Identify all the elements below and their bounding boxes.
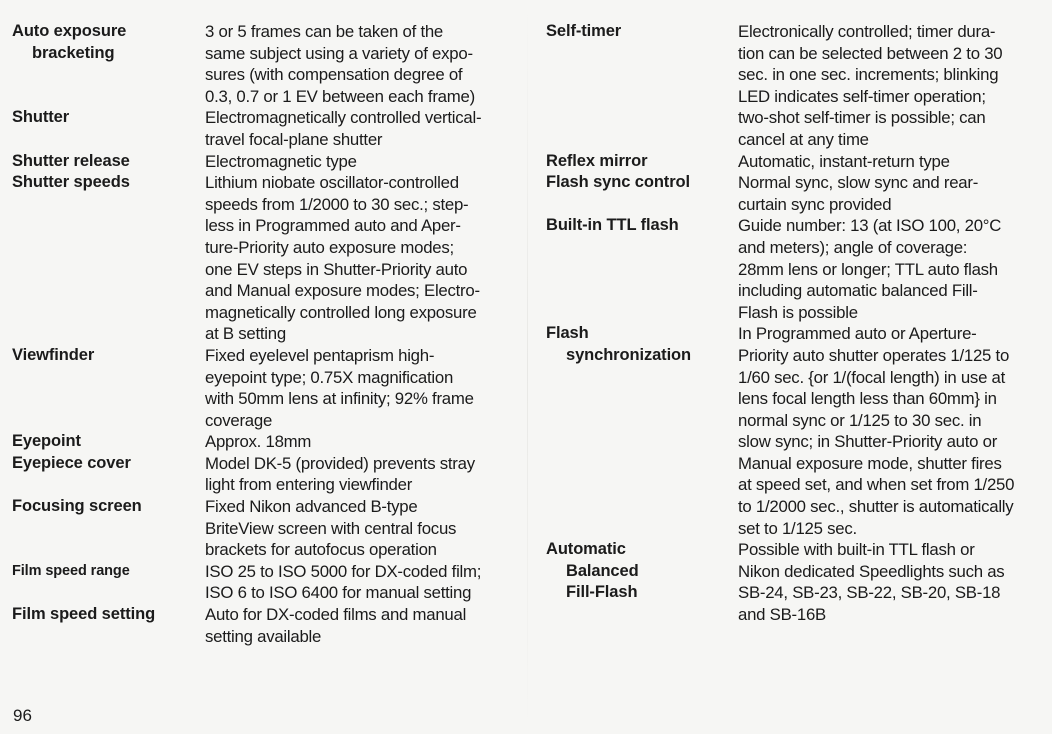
spec-description: Electromagnetic type: [205, 151, 357, 171]
spec-row: [546, 151, 1046, 173]
spec-term: [12, 453, 205, 475]
spec-term-line: Film speed range: [12, 562, 130, 579]
spec-term: [12, 151, 205, 173]
spec-column-right: [546, 21, 1046, 626]
spec-row: [12, 453, 512, 496]
spec-description: In Programmed auto or Aperture- Priority auto shutter operates 1/125 to 1/60 sec. {or 1/(focal length) in use at lens focal length less than 60mm} in normal sync or 1/125 to 30 sec. in slow sync; in Shutter-Priority auto or Manual exposure mode, shutter fires at speed set, and when set from 1/250 to 1/2000 sec., shutter is automatically set to 1/125 sec.: [738, 324, 1015, 538]
spec-description: Guide number: 13 (at ISO 100, 20°C and meters); angle of coverage: 28mm lens or longer; TTL auto flash including automatic balanced Fill- Flash is possible: [738, 216, 1002, 322]
spec-term: [12, 345, 205, 367]
spec-row: [546, 172, 1046, 215]
spec-term-line: Focusing screen: [12, 497, 142, 516]
spec-term: [546, 539, 738, 604]
spec-term: [12, 107, 205, 129]
spec-term: [12, 21, 205, 64]
spec-term-line: Viewfinder: [12, 345, 95, 364]
spec-term-line: Built-in TTL flash: [546, 216, 679, 235]
spec-row: [12, 345, 512, 431]
spec-description: ISO 25 to ISO 5000 for DX-coded film; ISO 6 to ISO 6400 for manual setting: [205, 561, 482, 603]
spec-term: [12, 561, 205, 583]
spec-term: [546, 21, 738, 43]
spec-row: [546, 539, 1046, 625]
spec-term: [546, 151, 738, 173]
spec-term: [12, 431, 205, 453]
spec-row: [12, 107, 512, 150]
spec-term: [546, 323, 738, 366]
spec-row: [12, 496, 512, 561]
spec-term-line: Eyepoint: [12, 432, 81, 451]
spec-term: [12, 172, 205, 194]
spec-row: [12, 21, 512, 107]
page-fold: [527, 0, 528, 734]
spec-description: Electromagnetically controlled vertical- travel focal-plane shutter: [205, 108, 482, 149]
spec-row: [12, 561, 512, 604]
spec-row: [12, 151, 512, 173]
spec-term-line: Balanced: [566, 561, 639, 580]
spec-term: [12, 496, 205, 518]
spec-term-line: Shutter: [12, 108, 70, 127]
spec-row: [12, 604, 512, 647]
spec-row: [12, 172, 512, 345]
spec-row: [546, 215, 1046, 323]
spec-description: Fixed eyelevel pentaprism high- eyepoint type; 0.75X magnification with 50mm lens at infinity; 92% frame coverage: [205, 345, 474, 430]
spec-row: [546, 323, 1046, 539]
spec-row: [546, 21, 1046, 151]
spec-column-left: [12, 21, 512, 647]
spec-description: 3 or 5 frames can be taken of the same subject using a variety of expo- sures (with compensation degree of 0.3, 0.7 or 1 EV between each frame): [205, 22, 475, 106]
spec-term-line: Automatic: [546, 540, 626, 559]
spec-term-line: Auto exposure: [12, 22, 127, 40]
spec-description: Auto for DX-coded films and manual setting available: [205, 605, 467, 646]
spec-description: Approx. 18mm: [205, 432, 312, 452]
spec-term-line: synchronization: [566, 345, 692, 364]
spec-term: [12, 604, 205, 626]
page-number: 96: [13, 706, 32, 725]
spec-description: Fixed Nikon advanced B-type BriteView screen with central focus brackets for autofocus operation: [205, 497, 457, 560]
spec-term-line: Shutter release: [12, 151, 130, 170]
spec-term-line: Flash sync control: [546, 173, 690, 192]
spec-term-line: Eyepiece cover: [12, 453, 131, 472]
spec-description: Automatic, instant-return type: [738, 151, 950, 171]
spec-term-line: bracketing: [32, 43, 115, 62]
spec-term-line: Shutter speeds: [12, 173, 130, 192]
spec-description: Model DK-5 (provided) prevents stray light from entering viewfinder: [205, 453, 475, 495]
spec-description: Lithium niobate oscillator-controlled speeds from 1/2000 to 30 sec.; step- less in Programmed auto and Aper- ture-Priority auto exposure modes; one EV steps in Shutter-Priority auto and Manual exposure modes; Electro- magnetically controlled long exposure at B setting: [205, 173, 480, 344]
spec-description: Possible with built-in TTL flash or Nikon dedicated Speedlights such as SB-24, SB-23, SB-22, SB-20, SB-18 and SB-16B: [738, 540, 1005, 625]
spec-term: [546, 215, 738, 237]
spec-term-line: Film speed setting: [12, 605, 156, 624]
spec-row: [12, 431, 512, 453]
spec-description: Normal sync, slow sync and rear- curtain sync provided: [738, 173, 979, 214]
spec-term: [546, 172, 738, 194]
spec-description: Electronically controlled; timer dura- tion can be selected between 2 to 30 sec. in one sec. increments; blinking LED indicates self-timer operation; two-shot self-timer is possible; can cancel at any time: [738, 22, 1003, 149]
spec-term-line: Self-timer: [546, 22, 622, 40]
spec-term-line: Reflex mirror: [546, 151, 648, 170]
spec-term-line: Fill-Flash: [566, 583, 638, 602]
spec-term-line: Flash: [546, 324, 589, 343]
